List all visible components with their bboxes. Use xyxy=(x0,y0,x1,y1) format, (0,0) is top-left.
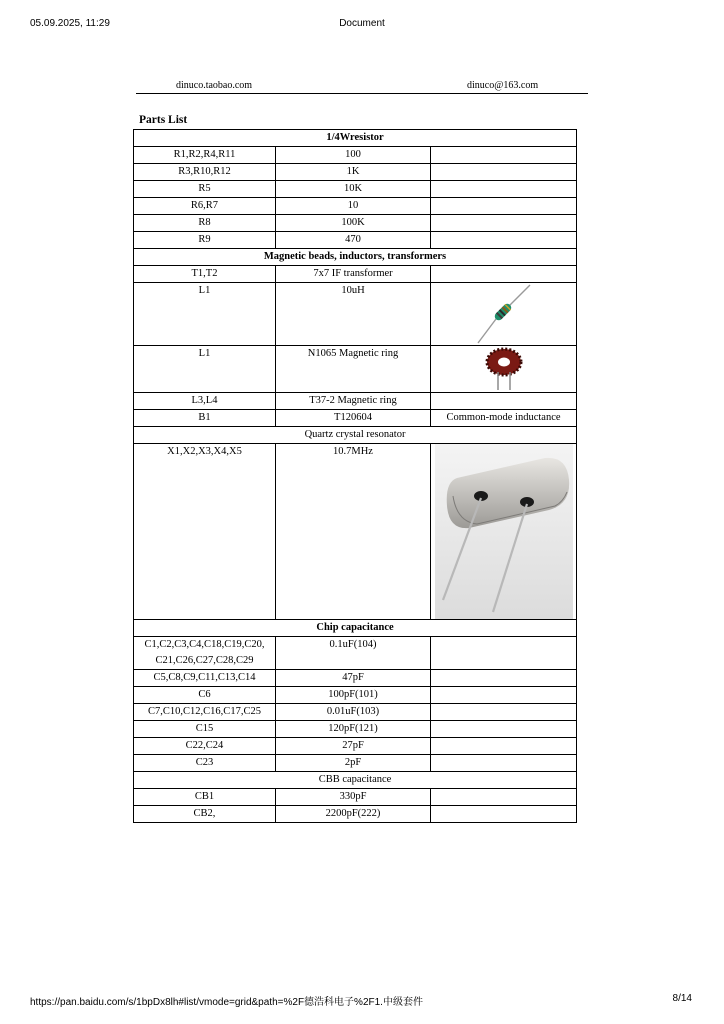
table-row xyxy=(134,164,577,181)
note-cell xyxy=(431,266,577,283)
ref-cell: L3,L4 xyxy=(134,393,276,410)
note-cell xyxy=(431,687,577,704)
section-row-magnetic xyxy=(134,249,577,266)
note-cell xyxy=(431,755,577,772)
site-email: dinuco@163.com xyxy=(467,80,539,91)
value-cell: 2pF xyxy=(276,755,431,772)
ref-cell: R9 xyxy=(134,232,276,249)
value-cell: 100K xyxy=(276,215,431,232)
print-url: https://pan.baidu.com/s/1bpDx8lh#list/vmode=grid&path=%2F德浩科电子%2F1.中级套件 xyxy=(30,997,423,1008)
note-cell xyxy=(431,637,577,670)
table-row xyxy=(134,789,577,806)
print-title: Document xyxy=(339,18,385,29)
value-cell: 0.1uF(104) xyxy=(276,637,431,670)
value-cell: 47pF xyxy=(276,670,431,687)
value-cell: 330pF xyxy=(276,789,431,806)
table-row xyxy=(134,346,577,393)
note-cell xyxy=(431,670,577,687)
image-cell xyxy=(431,346,577,393)
ref-line-1: C1,C2,C3,C4,C18,C19,C20, xyxy=(144,639,265,650)
table-row xyxy=(134,738,577,755)
value-cell: T37-2 Magnetic ring xyxy=(276,393,431,410)
print-header xyxy=(0,18,724,32)
note-cell xyxy=(431,232,577,249)
ref-cell: R3,R10,R12 xyxy=(134,164,276,181)
parts-list-title: Parts List xyxy=(139,114,188,126)
value-cell: 100 xyxy=(276,147,431,164)
ref-cell: R8 xyxy=(134,215,276,232)
note-cell xyxy=(431,806,577,823)
note-cell xyxy=(431,789,577,806)
value-cell: 10uH xyxy=(276,283,431,346)
ref-cell xyxy=(134,637,276,670)
section-title: 1/4Wresistor xyxy=(134,130,577,147)
inductor-photo xyxy=(474,283,534,345)
note-cell xyxy=(431,164,577,181)
parts-table xyxy=(133,129,577,823)
table-row xyxy=(134,755,577,772)
ref-cell: B1 xyxy=(134,410,276,427)
value-cell: 1K xyxy=(276,164,431,181)
ref-cell: CB2, xyxy=(134,806,276,823)
table-row xyxy=(134,147,577,164)
value-cell: 10K xyxy=(276,181,431,198)
note-cell xyxy=(431,738,577,755)
crystal-photo xyxy=(435,444,573,619)
section-row-crystal xyxy=(134,427,577,444)
ref-cell: C7,C10,C12,C16,C17,C25 xyxy=(134,704,276,721)
table-row xyxy=(134,232,577,249)
image-cell xyxy=(431,444,577,620)
print-datetime: 05.09.2025, 11:29 xyxy=(30,18,110,29)
site-url: dinuco.taobao.com xyxy=(176,80,253,91)
table-row xyxy=(134,806,577,823)
ref-cell: X1,X2,X3,X4,X5 xyxy=(134,444,276,620)
note-cell: Common-mode inductance xyxy=(431,410,577,427)
table-row xyxy=(134,283,577,346)
ref-cell: CB1 xyxy=(134,789,276,806)
table-row xyxy=(134,670,577,687)
value-cell: 0.01uF(103) xyxy=(276,704,431,721)
ref-line-2: C21,C26,C27,C28,C29 xyxy=(155,655,254,666)
value-cell: 100pF(101) xyxy=(276,687,431,704)
value-cell: 7x7 IF transformer xyxy=(276,266,431,283)
ref-cell: R1,R2,R4,R11 xyxy=(134,147,276,164)
print-footer xyxy=(0,993,724,1007)
site-header xyxy=(136,80,588,94)
ref-cell: C6 xyxy=(134,687,276,704)
note-cell xyxy=(431,704,577,721)
value-cell: 27pF xyxy=(276,738,431,755)
table-row xyxy=(134,410,577,427)
ref-cell: T1,T2 xyxy=(134,266,276,283)
note-cell xyxy=(431,147,577,164)
section-row-cbb xyxy=(134,772,577,789)
image-cell xyxy=(431,283,577,346)
section-row-chip xyxy=(134,620,577,637)
ref-cell: L1 xyxy=(134,283,276,346)
value-cell: 120pF(121) xyxy=(276,721,431,738)
section-row-resistor xyxy=(134,130,577,147)
note-cell xyxy=(431,393,577,410)
table-row xyxy=(134,198,577,215)
value-cell: T120604 xyxy=(276,410,431,427)
note-cell xyxy=(431,721,577,738)
table-row xyxy=(134,687,577,704)
section-title: Magnetic beads, inductors, transformers xyxy=(134,249,577,266)
value-cell: N1065 Magnetic ring xyxy=(276,346,431,393)
ref-cell: C15 xyxy=(134,721,276,738)
ref-cell: C5,C8,C9,C11,C13,C14 xyxy=(134,670,276,687)
section-title: Chip capacitance xyxy=(134,620,577,637)
table-row xyxy=(134,444,577,620)
ref-cell: L1 xyxy=(134,346,276,393)
table-row xyxy=(134,704,577,721)
page-number: 8/14 xyxy=(672,993,692,1004)
table-row xyxy=(134,721,577,738)
table-row xyxy=(134,181,577,198)
ref-cell: C22,C24 xyxy=(134,738,276,755)
value-cell: 470 xyxy=(276,232,431,249)
value-cell: 10 xyxy=(276,198,431,215)
value-cell: 10.7MHz xyxy=(276,444,431,620)
table-row xyxy=(134,215,577,232)
table-row xyxy=(134,266,577,283)
section-title: CBB capacitance xyxy=(134,772,577,789)
table-row xyxy=(134,393,577,410)
note-cell xyxy=(431,215,577,232)
ref-cell: R6,R7 xyxy=(134,198,276,215)
toroid-photo xyxy=(481,346,527,392)
note-cell xyxy=(431,198,577,215)
note-cell xyxy=(431,181,577,198)
table-row xyxy=(134,637,577,670)
ref-cell: R5 xyxy=(134,181,276,198)
value-cell: 2200pF(222) xyxy=(276,806,431,823)
section-title: Quartz crystal resonator xyxy=(134,427,577,444)
ref-cell: C23 xyxy=(134,755,276,772)
